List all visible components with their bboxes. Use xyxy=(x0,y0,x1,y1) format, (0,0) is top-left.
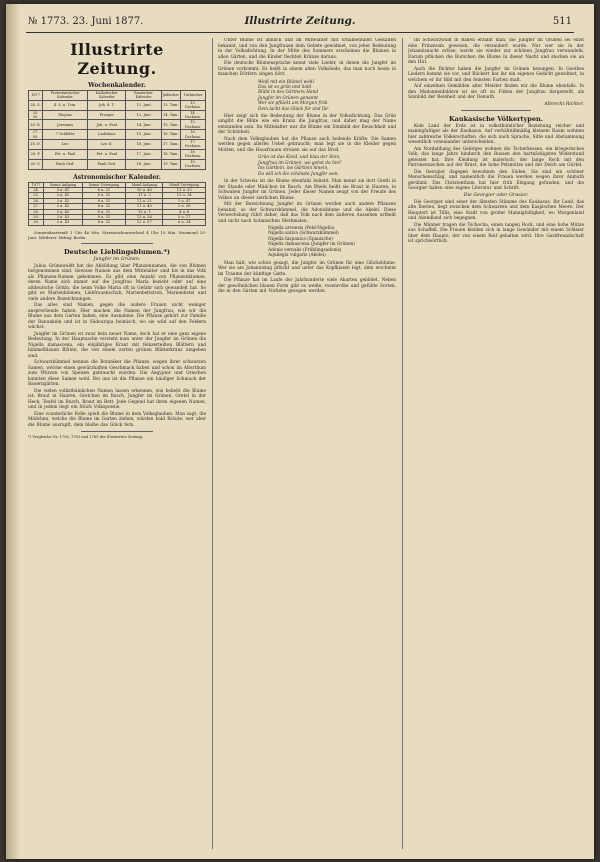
column-2 xyxy=(218,38,396,851)
poem-line: Jungfrau im Grünen, wo gehst du hin? xyxy=(258,160,342,166)
table-cell: 19. Tam. xyxy=(161,159,180,169)
table-cell: 16. Dschum. xyxy=(180,130,205,140)
table-header-cell: Katholischer Kalender xyxy=(88,91,126,101)
table-cell: 30. xyxy=(29,220,44,225)
paragraph: Auch die Dichter haben die Jungfer im Grünen besungen. In Goethes Liedern kommt sie vor, und Rückert hat ihr ein eigenes Gedicht gewidmet, in welchem er ihr Bild mit den feinsten Farben malt. xyxy=(408,66,584,83)
table-cell: 17. Tam. xyxy=(161,140,180,150)
table-cell: 11 u. 40 xyxy=(126,204,163,209)
paragraph: Die vielen volksthümlichen Namen lassen erkennen, wie beliebt die Blume ist: Braut in Haaren, Gretchen im Busch, Jungfer im Grünen, Gretel in der Heck, Teufel im Busch, Braut im Bett. Jede Gegend hat ihren eigenen Namen, und in jedem liegt ein Stück Volkspoesie. xyxy=(28,388,206,411)
table-cell: 14. Juni xyxy=(126,120,161,130)
paragraph: Nach dem Volksglauben hat die Pflanze auch heilende Kräfte. Die Samen werden gegen allerlei Uebel gebraucht; man legt sie in die Kleider gegen Motten, und die Hausfrauen streuen sie auf das Brod. xyxy=(218,136,396,153)
table-cell: 8 u. 21 xyxy=(82,209,126,214)
table-cell: 3 u. 43 xyxy=(44,214,82,219)
masthead: Illustrirte Zeitung. xyxy=(70,40,164,78)
table-row xyxy=(29,220,206,225)
table-cell: 12 u. 34 xyxy=(163,193,206,198)
table-cell: 13. Tam. xyxy=(161,100,180,110)
poem-line: Da will ich die schönste Jungfer sein. xyxy=(258,171,339,177)
astronomical-calendar-title: Astronomischer Kalender. xyxy=(73,173,161,181)
table-header-cell: 1877 xyxy=(29,91,43,101)
paragraph: Unter Blume ist ähnlich und im Mittelalter mit ornamentalen Gestalten bekannt, und von den Jungfrauen dem Gebete gewidmet, von jeher Bedeutung in der Volksdichtung. In der Mitte des Sommers erscheinen die Blumen in allen Gärten, und die Kinder flechten Kränze daraus. xyxy=(218,38,396,60)
table-cell: 28. xyxy=(29,209,44,214)
list-item: Nigella sativa (Schwarzkümmel) xyxy=(268,231,339,237)
table-header-cell: Mond Aufgang xyxy=(126,182,163,187)
table-cell: 19. Dschum. xyxy=(180,159,205,169)
paragraph: Die Männer tragen die Tschocha, einen langen Rock, und eine hohe Mütze aus Schaffell. Die Frauen kleiden sich in lange Gewänder mit einem Schleier über dem Haupte, der von einem Reif gehalten wird. Ihre Gastfreundschaft ist sprichwörtlich. xyxy=(408,222,584,244)
paragraph: Schwarzkümmel nennen die Botaniker die Pflanze, wegen ihrer schwarzen Samen, welche einen gewürzhaften Geschmack haben und schon im Alterthum zum Würzen von Speisen gebraucht wurden. Die Aegypter und Griechen kannten diese Samen wohl. Bei uns ist die Pflanze ein häufiger Schmuck der Bauerngärten. xyxy=(28,360,206,388)
table-cell: 26. xyxy=(29,198,44,203)
divider xyxy=(461,110,531,111)
table-cell: 15. Juni xyxy=(126,130,161,140)
list-item: Adonis vernalis (Frühlingsadonis) xyxy=(268,247,342,253)
table-cell: 8 u. 21 xyxy=(82,198,126,203)
table-cell: 18. Dschum. xyxy=(180,149,205,159)
column-divider xyxy=(212,38,213,849)
paragraph: Am Nordabhang des Gebirges wohnen die Tscherkessen, ein kriegerisches Volk, das lange Jahre hindurch den Russen den hartnäckigsten Widerstand geleistet hat. Ihre Kleidung ist malerisch: der lange Rock mit den Patronentaschen auf der Brust, die hohe Pelzmütze und der Dolch am Gürtel. xyxy=(408,146,584,168)
table-cell: 12 u. 26 xyxy=(126,214,163,219)
table-cell: Pauli Ged. xyxy=(88,159,126,169)
table-cell: Elogius xyxy=(43,110,88,120)
astronomical-calendar-table xyxy=(28,182,206,226)
article-title: Kaukasische Völkertypen. xyxy=(449,114,543,123)
table-cell: 29. F. xyxy=(29,149,43,159)
table-cell: Pet. u. Paul xyxy=(43,149,88,159)
article-title: Deutsche Lieblingsblumen.*) xyxy=(63,247,171,256)
paragraph: Julius Grünewaldt hat die Abbildung über Pflanzennamen, die von Blumen hergenommen sind. Gewisse Namen aus dem Mittelalter sind bis in das Volk als Pflanzen-Namen gekommen. Es gibt eine Anzahl von Pflanzenblumen, deren Name sich immer auf die Jungfrau Maria bezieht oder auf eine altdeutsche Göttin, die beim Volke Maria oft in Gefahr sich gewandelt hat. So gibt es Marienblumen, Liebfrauenschuh, Marienbettstroh, Mariendistel und viele andere Bezeichnungen. xyxy=(28,263,206,302)
table-cell: 7 Schläfer xyxy=(43,130,88,140)
plant-list xyxy=(268,226,396,258)
list-item: Aquilegia vulgaris (Akelei) xyxy=(268,253,326,259)
table-row xyxy=(29,100,206,110)
table-cell: 13. Juni xyxy=(126,110,161,120)
paragraph: Kein Land der Erde ist in volksthümlicher Beziehung reicher und mannigfaltiger als der Kaukasus. Auf verhältnißmäßig kleinem Raum wohnen hier zahlreiche Völkerschaften, die sich nach Sprache, Sitte und Abstammung wesentlich voneinander unterscheiden. xyxy=(408,123,584,145)
paragraph: Die Pflanze hat im Laufe der Jahrhunderte viele Abarten gebildet. Neben der gewöhnlichen blauen Form gibt es weiße, rosenrothe und gefüllte Sorten, die in den Gärten mit Vorliebe gezogen werden. xyxy=(218,278,396,294)
table-cell: 3 u. 42 xyxy=(44,204,82,209)
table-cell: Leo xyxy=(43,140,88,150)
paragraph: Auf einzelnen Gemälden alter Meister finden wir die Blume ebenfalls. In den Madonnenbildern ist sie oft zu Füßen der Jungfrau dargestellt, als Sinnbild der Reinheit und der Demuth. xyxy=(408,84,584,100)
table-cell: Leo II. xyxy=(88,140,126,150)
table-cell: Ladislaus xyxy=(88,130,126,140)
table-cell: 18. Juni xyxy=(126,159,161,169)
table-header-cell: Russischer Kalender xyxy=(126,91,161,101)
table-cell: 5 u. 17 xyxy=(163,214,206,219)
table-cell: 27. xyxy=(29,204,44,209)
poem-line: Wer sie pflückt am Morgen früh xyxy=(258,101,328,107)
column-3 xyxy=(408,38,584,851)
table-header-cell: Sonne Aufgang xyxy=(44,182,82,187)
table-cell: 3 u. 42 xyxy=(44,198,82,203)
table-cell: 14. Dschum. xyxy=(180,110,205,120)
divider xyxy=(81,243,152,244)
table-cell: Pet. u. Paul xyxy=(88,149,126,159)
footnote: *) Vergleiche Nr. 1756, 1763 und 1769 der Illustrirten Zeitung. xyxy=(28,435,144,440)
list-item: Nigella arvensis (Feld-Nigella) xyxy=(268,226,335,232)
table-cell: 18. Tam. xyxy=(161,149,180,159)
table-cell: 8 u. 21 xyxy=(82,204,126,209)
poem xyxy=(258,80,396,112)
table-cell: 16. Juni xyxy=(126,140,161,150)
paragraph: Jungfer im Grünen ist zwar kein neuer Name, doch hat er eine ganz eigene Bedeutung. In der Hauptsache versteht man unter der Jungfer im Grünen die Nigella damascena, ein einjähriges Kraut mit feinzerteilten Blättern und himmelblauen Blüten, die von einem zarten grünen Blätterkranz umgeben sind. xyxy=(28,331,206,359)
table-cell: 12 u. 57 xyxy=(126,220,163,225)
column-divider xyxy=(402,38,403,849)
table-row xyxy=(29,120,206,130)
table-cell: 28. D. xyxy=(29,140,43,150)
header-rule xyxy=(26,32,574,33)
table-cell: 3 u. 43 xyxy=(44,220,82,225)
table-cell: 8 u. 21 xyxy=(82,214,126,219)
table-cell: 2 u. 58 xyxy=(163,204,206,209)
page-header xyxy=(24,14,576,32)
table-cell: 13. Dschum. xyxy=(180,100,205,110)
author-signature: Albrecht Richter. xyxy=(544,101,584,107)
table-cell: 12 u. 1 xyxy=(126,209,163,214)
table-header-cell: Protestantischer Kalender xyxy=(43,91,88,101)
table-cell: 4 u. 8 xyxy=(163,209,206,214)
paragraph: Im Schwarzwald in Baden erzählt man, die Jungfer im Grünen sei einst eine Prinzessin gewesen, die verzaubert wurde. Nur wer sie in der Johannisnacht erlöse, werde sie wieder zur schönen Jungfrau verwandeln. Darum pflücken die Burschen die Blume in dieser Nacht und stecken sie an den Hut. xyxy=(408,38,584,65)
table-row xyxy=(29,130,206,140)
poem-line: Grün ist das Kleid, und blau der Sinn, xyxy=(258,155,341,161)
table-cell: 11 u. 3 xyxy=(126,193,163,198)
table-cell: 16. Tam. xyxy=(161,130,180,140)
divider xyxy=(81,431,152,432)
paragraph: Man hält, wie schon gesagt, die Jungfer im Grünen für eine Glücksblume. Wer sie am Johannistag pflückt und unter das Kopfkissen legt, dem erscheint im Traume der künftige Gatte. xyxy=(218,260,396,277)
table-cell: 24. xyxy=(29,187,44,192)
table-cell: 3 u. 41 xyxy=(44,187,82,192)
table-cell: 24. S. xyxy=(29,100,43,110)
paragraph: Eine wunderliche Rolle spielt die Blume in dem Volksglauben. Man sagt, die Mädchen, welche die Blume im Garten ziehen, würden bald Bräute; wer aber die Blume ausrupft, dem bleibe das Glück fern. xyxy=(28,411,206,428)
poem-line: Dem lacht das Glück für und für xyxy=(258,106,329,112)
table-header-cell: Mond Untergang xyxy=(163,182,206,187)
calendar-note: Sonnenfinsterniß 1 Uhr 46 Min. Sternzeichenwechsel 4 Uhr 10 Min. Neumond 29. Juni. Mittlerer Mittag Berlin. xyxy=(28,229,206,240)
table-cell: Joh. d. T. xyxy=(88,100,126,110)
paragraph: Die Georgier dagegen bewohnen den Süden. Sie sind ein schöner Menschenschlag, und namentlich die Frauen werden wegen ihrer Anmuth gerühmt. Das Christenthum hat hier früh Eingang gefunden, und die Georgier haben eine eigene Literatur und Schrift. xyxy=(408,169,584,191)
page-number: 511 xyxy=(552,16,572,27)
table-cell: 10 u. 46 xyxy=(126,187,163,192)
table-cell: 8 u. 21 xyxy=(82,193,126,198)
table-cell: 11 u. 21 xyxy=(126,198,163,203)
table-cell: 27. M. xyxy=(29,130,43,140)
table-cell: 3 u. 41 xyxy=(44,193,82,198)
table-cell: Prosper xyxy=(88,110,126,120)
table-cell: 25. xyxy=(29,193,44,198)
article-subtitle: Jungfer im Grünen. xyxy=(93,256,141,262)
issue-number: № 1773. 23. Juni 1877. xyxy=(28,16,144,27)
poem-line: Das ist so grün und hold xyxy=(258,84,312,90)
paragraph: In der Schweiz ist die Blume ebenfalls beliebt. Man nennt sie dort Gretli in der Staude oder Mädchen im Busch. Am Rhein heißt sie Braut in Haaren, in Schwaben Jungfer im Grünen. Jeder dieser Namen zeugt von der Freude des Volkes an dieser zierlichen Blume. xyxy=(218,179,396,201)
table-cell: 11 u. 20 xyxy=(163,187,206,192)
table-header-cell: Türkischer xyxy=(180,91,205,101)
table-cell: 25. M. xyxy=(29,110,43,120)
week-calendar-table xyxy=(28,90,206,170)
table-cell: 6 u. 24 xyxy=(163,220,206,225)
table-cell: 15. Dschum. xyxy=(180,120,205,130)
table-cell: Pauli Ged. xyxy=(43,159,88,169)
table-cell: 17. Dschum. xyxy=(180,140,205,150)
table-cell: Joh. u. Paul xyxy=(88,120,126,130)
table-header-cell: 1877 xyxy=(29,182,44,187)
list-item: Nigella damascena (Jungfer im Grünen) xyxy=(268,242,355,248)
section-subtitle: Die Georgier oder Grusier. xyxy=(463,192,529,198)
paragraph: Das alles sind Namen, gegen die andere Frauen nicht weniger ansprechende haben. Hier machen die Namen der Jungfrau, wie wir die Blume aus dem Garten haben, eine Ausnahme. Die Pflanze gehört zur Familie der Ranunkeln und ist in Südeuropa heimisch, wo sie wild auf den Feldern wächst. xyxy=(28,303,206,331)
column-1 xyxy=(28,38,206,851)
table-cell: Jeremias xyxy=(43,120,88,130)
table-header-cell: Sonne Untergang xyxy=(82,182,126,187)
table-header-cell: Jüdischer xyxy=(161,91,180,101)
table-cell: 1 u. 47 xyxy=(163,198,206,203)
table-cell: 3 u. 42 xyxy=(44,209,82,214)
paragraph: Hier zeigt sich die Bedeutung der Blume in der Volksdichtung. Das Grün umgibt die Blüte wie ein Kranz die Jungfrau, und daher mag der Name entstanden sein. Im Mittelalter war die Blume ein Sinnbild der Keuschheit und der Schönheit. xyxy=(218,113,396,136)
table-cell: 8 u. 21 xyxy=(82,187,126,192)
table-row xyxy=(29,149,206,159)
table-cell: 26. D. xyxy=(29,120,43,130)
poem-line: Weiß mit ein Blümel wohl xyxy=(258,79,314,85)
poem-line: Ins Gärtlein, ins Gärtlein hinein, xyxy=(258,166,329,172)
calendar-title: Wochenkalender. xyxy=(88,82,146,89)
poem xyxy=(258,155,396,177)
poem-line: Blüht in des Gärtners Hand xyxy=(258,90,319,96)
paragraph: Die deutsche Blumensprache kennt viele Lieder, in denen die Jungfer im Grünen vorkommt. Es heißt in einem alten Volksliede, das man noch heute in manchen Dörfern singen hört: xyxy=(218,61,396,77)
newspaper-page xyxy=(6,4,594,859)
poem-line: Jungfer im Grünen genannt xyxy=(258,95,318,101)
table-row xyxy=(29,140,206,150)
header-title: Illustrirte Zeitung. xyxy=(244,15,356,27)
table-cell: 29. xyxy=(29,214,44,219)
table-cell: 12. Juni xyxy=(126,100,161,110)
table-cell: 30. S. xyxy=(29,159,43,169)
table-cell: 8 u. 21 xyxy=(82,220,126,225)
table-cell: 14. Tam. xyxy=(161,110,180,120)
table-row xyxy=(29,110,206,120)
table-row xyxy=(29,159,206,169)
table-cell: 4. S. n. Trin. xyxy=(43,100,88,110)
paragraph: Mit der Bezeichnung Jungfer im Grünen werden auch andere Pflanzen benannt, so der Schwarzkümmel, die Adonisblume und die Akelei. Diese Verwechslung rührt daher, daß das Volk nach dem äußeren Aussehen urtheilt und nicht nach botanischen Merkmalen. xyxy=(218,202,396,224)
paragraph: Die Georgier sind einer der ältesten Stämme des Kaukasus. Ihr Land, das alte Iberien, liegt zwischen dem Schwarzen und dem Kaspischen Meere. Der Hauptort ist Tiflis, eine Stadt von großer Mannigfaltigkeit, wo Morgenland und Abendland sich begegnen. xyxy=(408,199,584,221)
table-cell: 15. Tam. xyxy=(161,120,180,130)
table-cell: 17. Juni xyxy=(126,149,161,159)
list-item: Nigella hispanica (Spanische) xyxy=(268,236,333,242)
